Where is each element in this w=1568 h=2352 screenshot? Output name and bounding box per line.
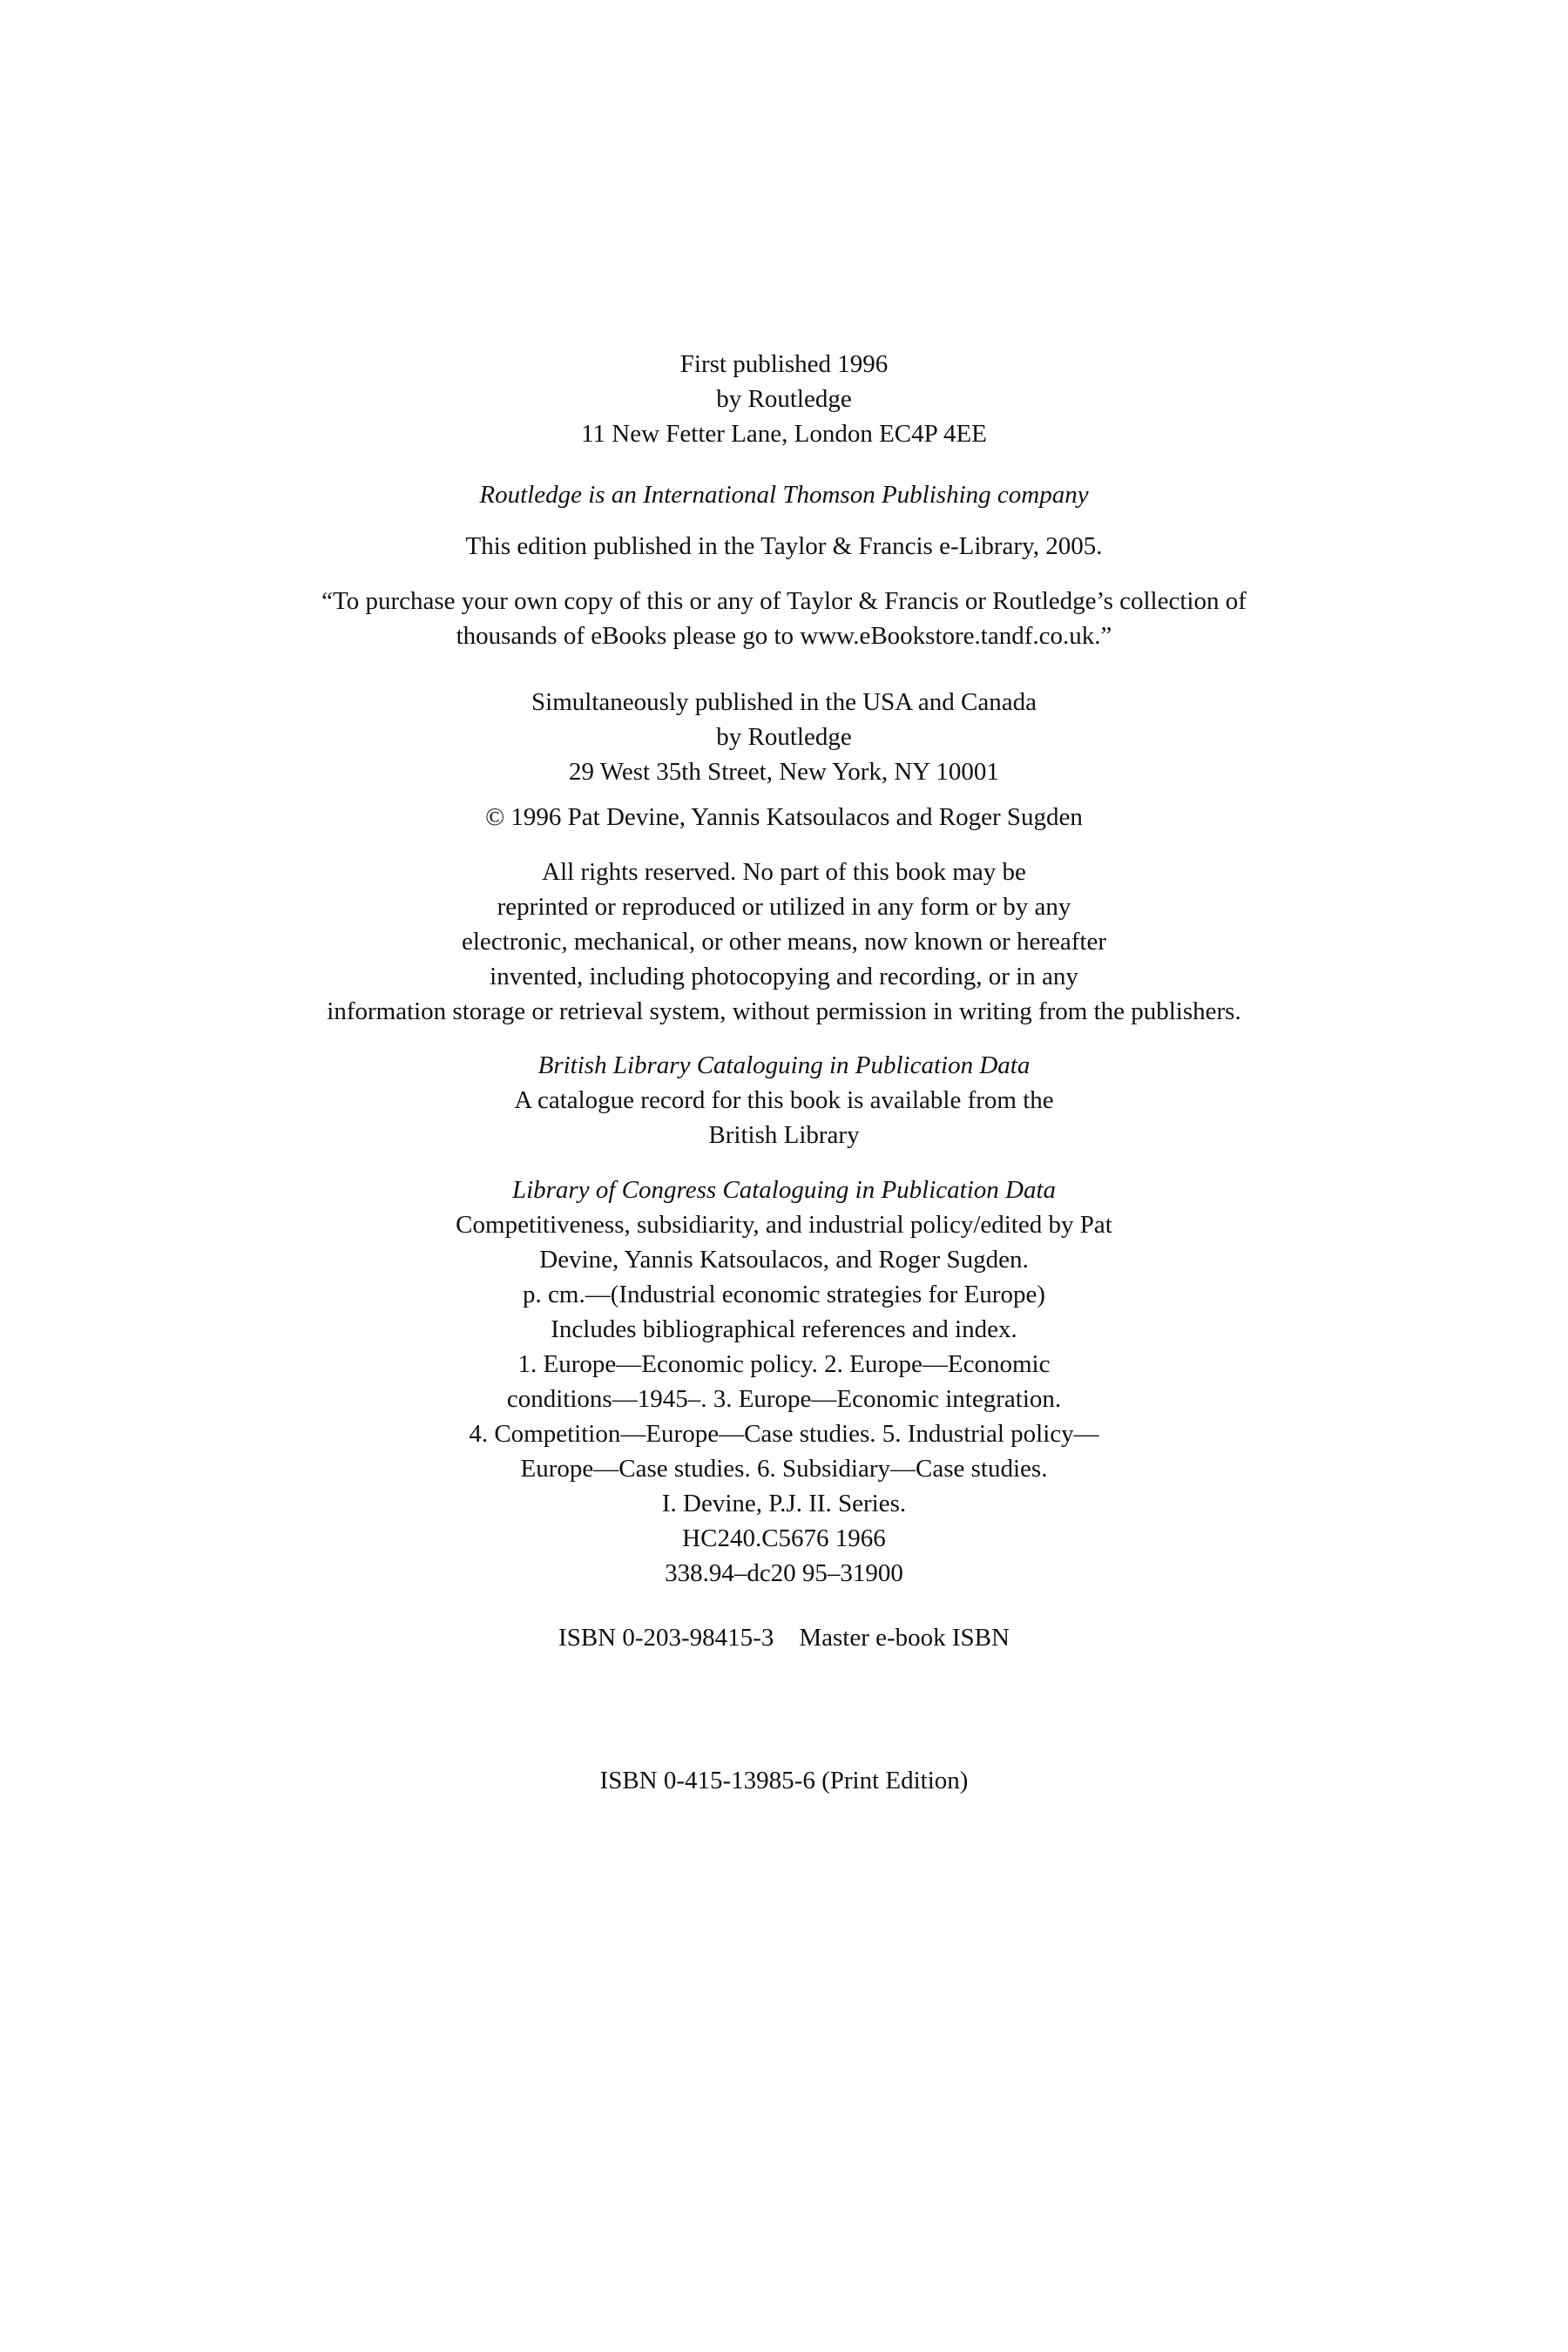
rights-line: reprinted or reproduced or utilized in any form or by any [497,893,1071,921]
usa-publication-line-3: 29 West 35th Street, New York, NY 10001 [569,758,999,786]
isbn-master-block [0,1620,1568,1655]
rights-line: All rights reserved. No part of this book may be [542,858,1026,886]
copyright-notice [0,800,1568,835]
cataloguing-line: p. cm.—(Industrial economic strategies for Europe) [523,1281,1045,1308]
first-published-line: First published 1996 [679,350,889,378]
cataloguing-line: 338.94–dc20 95–31900 [665,1559,903,1587]
publisher-line: by Routledge [716,385,852,413]
cataloguing-line: 1. Europe—Economic policy. 2. Europe—Economic [517,1350,1051,1378]
rights-line: electronic, mechanical, or other means, now known or hereafter [462,928,1106,956]
library-of-congress-heading: Library of Congress Cataloguing in Publication Data [511,1176,1057,1204]
isbn-master-ebook: ISBN 0-203-98415-3 Master e-book ISBN [558,1624,1010,1652]
company-note [0,477,1568,512]
purchase-note [0,584,1568,653]
british-library-line-1: A catalogue record for this book is available from the [514,1086,1054,1114]
cataloguing-line: 4. Competition—Europe—Case studies. 5. Industrial policy— [469,1420,1099,1448]
publisher-address: 11 New Fetter Lane, London EC4P 4EE [581,420,987,448]
cataloguing-line: I. Devine, P.J. II. Series. [661,1490,907,1517]
copyright-text: © 1996 Pat Devine, Yannis Katsoulacos and Roger Sugden [485,803,1083,831]
publication-info [0,347,1568,451]
purchase-note-line-1: “To purchase your own copy of this or any of Taylor & Francis or Routledge’s collection of [321,587,1247,615]
cataloguing-line: HC240.C5676 1966 [682,1524,886,1552]
cataloguing-line: Includes bibliographical references and index. [551,1315,1017,1343]
cataloguing-line: conditions—1945–. 3. Europe—Economic integration. [506,1385,1062,1413]
isbn-print-edition: ISBN 0-415-13985-6 (Print Edition) [599,1767,969,1794]
cataloguing-line: Competitiveness, subsidiarity, and industrial policy/edited by Pat [456,1211,1112,1239]
british-library-line-2: British Library [708,1121,860,1149]
edition-note [0,529,1568,564]
isbn-print-block [0,1763,1568,1798]
usa-publication-line-2: by Routledge [716,723,852,751]
edition-note-text: This edition published in the Taylor & Francis e-Library, 2005. [465,532,1103,560]
usa-publication-line-1: Simultaneously published in the USA and Canada [531,688,1037,716]
british-library-heading: British Library Cataloguing in Publication Data [537,1051,1031,1079]
cataloguing-line: Europe—Case studies. 6. Subsidiary—Case studies. [520,1455,1048,1483]
purchase-note-line-2: thousands of eBooks please go to www.eBookstore.tandf.co.uk.” [456,622,1112,650]
company-note-text: Routledge is an International Thomson Publishing company [479,481,1089,509]
british-library-data [0,1048,1568,1152]
rights-line: information storage or retrieval system, without permission in writing from the publishers. [327,997,1241,1025]
library-of-congress-data [0,1173,1568,1591]
rights-notice [0,855,1568,1029]
rights-line: invented, including photocopying and recording, or in any [490,963,1078,990]
usa-publication-info [0,685,1568,789]
cataloguing-line: Devine, Yannis Katsoulacos, and Roger Sugden. [539,1246,1029,1274]
